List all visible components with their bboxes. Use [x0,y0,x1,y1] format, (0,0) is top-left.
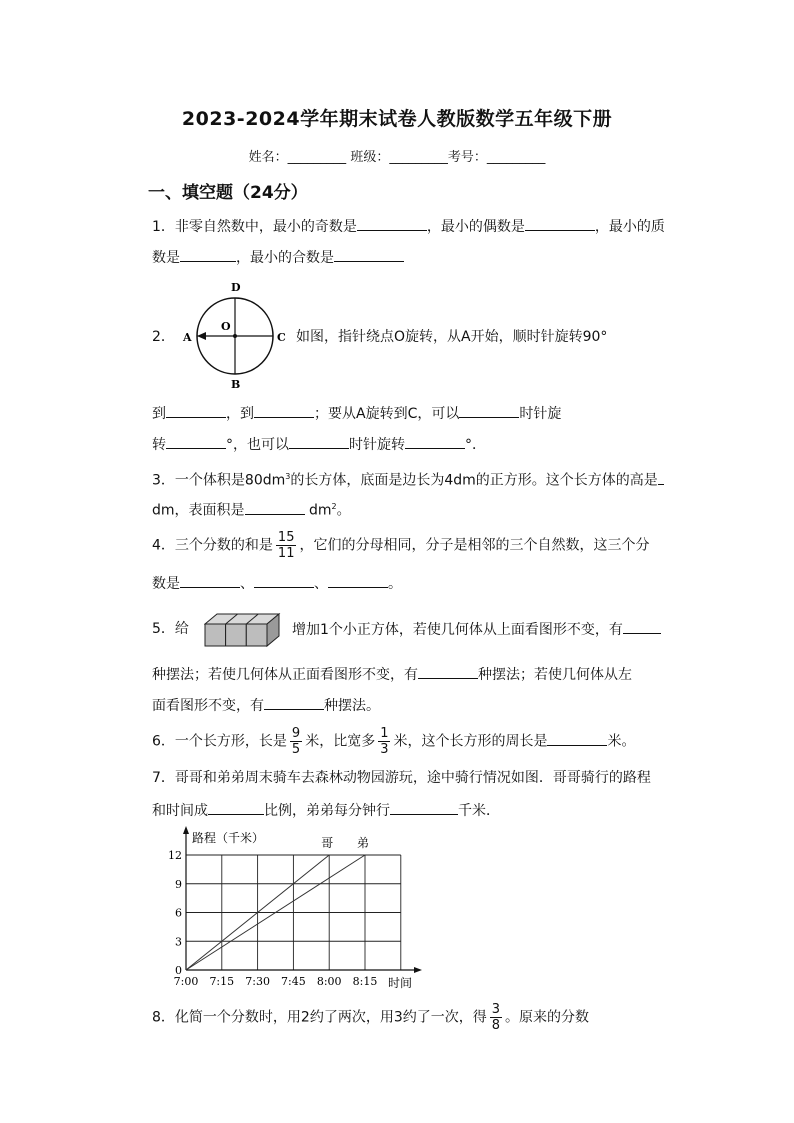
q4-text-b: ，它们的分母相同，分子是相邻的三个自然数，这三个分 [299,537,650,554]
answer-blank [166,403,226,418]
q5-text-f: 种摆法。 [324,698,380,714]
x-tick-label: 8:00 [316,975,342,988]
cube-top-face [205,614,279,624]
answer-blank [418,664,478,679]
label-c: C [277,331,286,344]
distance-time-chart [160,822,430,994]
q5-text-e: 面看图形不变，有 [152,698,264,714]
q1-text-a: 1．非零自然数中，最小的奇数是 [152,219,357,235]
question-2-text: 如图，指针绕点O旋转，从A开始，顺时针旋转90° [296,329,608,345]
q3-sup-3: 3 [285,472,291,481]
fraction-3-8 [490,1002,502,1033]
question-2-line-3 [152,434,486,455]
q4-sep: 、 [314,576,328,592]
q3-text-d: dm [304,502,332,519]
fraction-numerator: 15 [277,530,295,545]
question-5-line-3 [152,695,380,716]
fraction-denominator: 11 [277,546,295,561]
question-6-line [152,726,635,757]
q2-text-d: 时针旋 [519,406,562,422]
q4-sep: 、 [240,576,254,592]
q5-text-d: 种摆法；若使几何体从左 [478,667,632,683]
question-5-line-2 [152,664,632,685]
exam-title: 2023-2024学年期末试卷人教版数学五年级下册 [181,108,613,130]
answer-blank [623,619,661,634]
section-title: 一、填空题（24分） [148,183,308,203]
exam-no-blank: _________ [486,150,546,165]
q2-text-c: ；要从A旋转到C，可以 [314,406,460,422]
answer-blank [525,216,595,231]
question-2-number: 2． [152,329,175,345]
label-d: D [231,281,241,294]
question-5-line-1 [292,619,661,640]
q6-text-d: 米。 [607,733,636,750]
series-label: 哥 [321,836,334,850]
q8-text-b: 。原来的分数 [505,1009,590,1026]
class-label: 班级： [350,150,390,165]
answer-blank [208,800,264,815]
x-axis-label: 时间 [388,976,413,990]
answer-blank [328,573,388,588]
x-tick-label: 7:30 [245,975,270,988]
question-3-line-2 [152,497,351,521]
answer-blank [405,434,465,449]
series-label: 弟 [356,836,370,850]
name-label: 姓名： [248,150,288,165]
q1-text-c: ，最小的质 [594,219,665,235]
question-1-line-2 [152,247,404,268]
answer-blank [547,731,607,746]
fraction-1-3 [378,726,390,757]
question-3-line-1 [152,467,664,491]
fraction-15-11 [276,530,297,561]
answer-blank [289,434,349,449]
question-2-line-2 [152,403,561,424]
y-tick-label: 9 [175,877,182,891]
student-info-line [0,146,794,165]
fraction-9-5 [290,726,302,757]
q2-text-h: °． [465,437,486,453]
q6-text-b: 米，比宽多 [305,733,376,750]
q2-text-g: 时针旋转 [349,437,405,453]
cube-front-2 [226,624,247,646]
answer-blank [658,470,664,485]
fraction-denominator: 8 [491,1018,501,1033]
y-tick-label: 3 [175,935,182,949]
name-blank: _________ [287,150,347,165]
answer-blank [245,500,305,515]
chart-axes [183,826,422,990]
answer-blank [180,573,240,588]
q8-text-a: 8．化简一个分数时，用2约了两次，用3约了一次，得 [152,1009,487,1026]
answer-blank [334,247,404,262]
chart-ticks [168,849,377,988]
q6-text-c: 米，这个长方形的周长是 [393,733,548,750]
fraction-denominator: 3 [380,742,389,757]
class-blank: _________ [389,150,448,165]
answer-blank [254,573,314,588]
y-tick-label: 0 [175,964,182,977]
q1-text-b: ，最小的偶数是 [426,219,525,235]
q3-text-c: dm，表面积是 [152,502,245,519]
y-axis-arrow [183,826,189,834]
cube-front-1 [205,624,226,646]
y-axis-label: 路程（千米） [192,831,265,845]
answer-blank [264,695,324,710]
answer-blank [357,216,427,231]
center-point [233,334,237,338]
x-tick-label: 8:15 [352,975,378,988]
answer-blank [180,247,236,262]
question-7-line-2 [152,800,500,821]
q5-text-c: 种摆法；若使几何体从正面看图形不变，有 [152,667,418,683]
x-tick-label: 7:00 [173,975,199,988]
q7-text-b: 比例，弟弟每分钟行 [264,803,390,819]
q3-text-e: 。 [336,502,351,519]
y-tick-label: 12 [168,849,182,862]
question-7-line-1: 7．哥哥和弟弟周末骑车去森林动物园游玩，途中骑行情况如图．哥哥骑行的路程 [152,770,651,786]
q7-text-c: 千米． [458,803,500,819]
question-4-line-2 [152,573,402,594]
x-axis-arrow [414,967,422,973]
answer-blank [390,800,458,815]
fraction-denominator: 5 [291,742,301,757]
x-tick-label: 7:15 [209,975,235,988]
fraction-numerator: 9 [291,726,301,741]
y-tick-label: 6 [175,906,182,920]
cube-figure [204,612,282,648]
question-8-line [152,1002,589,1033]
q1-text-e: ，最小的合数是 [236,250,334,266]
question-5-text-a: 5．给 [152,621,189,637]
q3-sup-2: 2 [331,502,337,511]
q2-text-e: 转 [152,437,166,453]
q7-text-a: 和时间成 [152,803,208,819]
q5-text-b: 增加1个小正方体，若使几何体从上面看图形不变，有 [292,622,623,638]
chart-series [186,836,369,970]
label-a: A [183,331,192,344]
exam-no-label: 考号： [447,150,487,165]
q2-text-b: ，到 [226,406,254,422]
q2-text-a: 到 [152,406,166,422]
q1-text-d: 数是 [152,250,180,266]
chart-grid [186,855,401,970]
q6-text-a: 6．一个长方形，长是 [152,733,287,750]
cube-front-3 [246,624,267,646]
answer-blank [254,403,314,418]
q2-text-f: °，也可以 [226,437,289,453]
q4-end: 。 [388,576,402,592]
answer-blank [166,434,226,449]
label-o: O [221,320,231,333]
label-b: B [231,378,241,391]
pointer-arrowhead [197,332,206,340]
fraction-numerator: 1 [380,726,389,741]
question-4-line-1 [152,530,649,561]
rotation-diagram [178,280,290,392]
answer-blank [459,403,519,418]
q3-text-b: 的长方体，底面是边长为4dm的正方形。这个长方体的高是 [290,472,658,489]
question-1-line-1 [152,216,665,237]
x-tick-label: 7:45 [281,975,306,988]
q3-text-a: 3．一个体积是80dm [152,472,286,489]
q4-text-c: 数是 [152,576,180,592]
q4-text-a: 4．三个分数的和是 [152,537,273,554]
fraction-numerator: 3 [491,1002,501,1017]
